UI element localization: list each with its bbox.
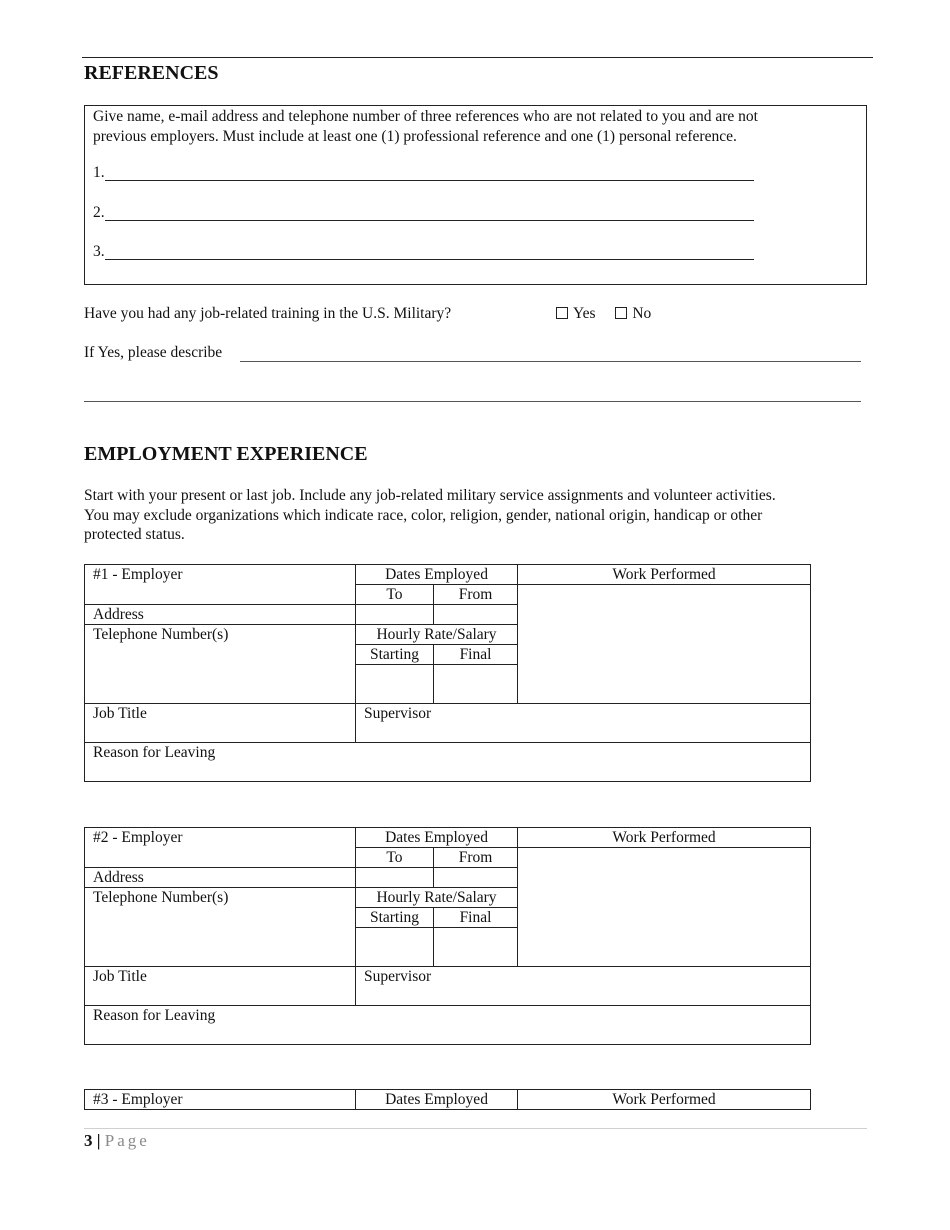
work-performed-field[interactable]	[518, 848, 811, 967]
from-field[interactable]	[434, 868, 518, 888]
from-label: From	[434, 585, 518, 605]
yes-label: Yes	[573, 305, 596, 322]
address-cell[interactable]: Address	[85, 605, 356, 625]
final-field[interactable]	[434, 665, 518, 704]
telephone-cell[interactable]: Telephone Number(s)	[85, 625, 356, 704]
final-label: Final	[434, 645, 518, 665]
final-label: Final	[434, 908, 518, 928]
reference-line-3[interactable]: 3.	[93, 243, 105, 261]
reason-cell[interactable]: Reason for Leaving	[85, 1006, 811, 1045]
reference-line-2[interactable]: 2.	[93, 204, 105, 222]
employer-1-name-cell[interactable]: #1 - Employer	[85, 565, 356, 605]
footer-rule	[84, 1128, 867, 1129]
top-rule	[82, 57, 873, 58]
employer-3-table	[84, 1089, 811, 1110]
describe-label: If Yes, please describe	[84, 344, 223, 361]
work-performed-label: Work Performed	[518, 565, 811, 585]
employer-2-name-cell[interactable]: #2 - Employer	[85, 828, 356, 868]
references-instructions: Give name, e-mail address and telephone number of three references who are not related to you and are not previous employers. Must include at least one (1) professional reference and one (1) personal reference.	[93, 108, 758, 145]
describe-line-1[interactable]	[240, 361, 861, 362]
supervisor-cell[interactable]: Supervisor	[356, 967, 811, 1006]
starting-label: Starting	[356, 908, 434, 928]
work-performed-label: Work Performed	[518, 1090, 811, 1110]
reference-line-1[interactable]: 1.	[93, 164, 105, 182]
reason-cell[interactable]: Reason for Leaving	[85, 743, 811, 782]
references-heading: REFERENCES	[84, 62, 219, 84]
to-label: To	[356, 848, 434, 868]
to-label: To	[356, 585, 434, 605]
to-field[interactable]	[356, 868, 434, 888]
describe-line-2[interactable]	[84, 401, 861, 402]
dates-employed-label: Dates Employed	[356, 828, 518, 848]
hourly-rate-label: Hourly Rate/Salary	[356, 888, 518, 908]
employer-1-table	[84, 564, 811, 782]
job-title-cell[interactable]: Job Title	[85, 704, 356, 743]
dates-employed-label: Dates Employed	[356, 565, 518, 585]
hourly-rate-label: Hourly Rate/Salary	[356, 625, 518, 645]
page-word: Page	[104, 1131, 150, 1150]
starting-field[interactable]	[356, 665, 434, 704]
starting-field[interactable]	[356, 928, 434, 967]
work-performed-label: Work Performed	[518, 828, 811, 848]
military-options	[556, 304, 651, 324]
employer-2-table	[84, 827, 811, 1045]
page-number: 3	[84, 1131, 93, 1150]
work-performed-field[interactable]	[518, 585, 811, 704]
from-field[interactable]	[434, 605, 518, 625]
page-footer	[84, 1131, 150, 1151]
dates-employed-label: Dates Employed	[356, 1090, 518, 1110]
footer-separator: |	[96, 1131, 101, 1150]
employment-heading: EMPLOYMENT EXPERIENCE	[84, 443, 368, 465]
military-question: Have you had any job-related training in the U.S. Military?	[84, 305, 452, 322]
employer-3-name-cell[interactable]: #3 - Employer	[85, 1090, 356, 1110]
telephone-cell[interactable]: Telephone Number(s)	[85, 888, 356, 967]
job-title-cell[interactable]: Job Title	[85, 967, 356, 1006]
no-label: No	[632, 305, 652, 322]
employment-instructions: Start with your present or last job. Include any job-related military service assignments and volunteer activities. You may exclude organizations which indicate race, color, religion, gender, national origin, handicap or other protected status.	[84, 487, 776, 543]
supervisor-cell[interactable]: Supervisor	[356, 704, 811, 743]
from-label: From	[434, 848, 518, 868]
to-field[interactable]	[356, 605, 434, 625]
references-box	[84, 105, 867, 285]
yes-checkbox[interactable]	[556, 307, 568, 319]
final-field[interactable]	[434, 928, 518, 967]
starting-label: Starting	[356, 645, 434, 665]
no-checkbox[interactable]	[615, 307, 627, 319]
address-cell[interactable]: Address	[85, 868, 356, 888]
